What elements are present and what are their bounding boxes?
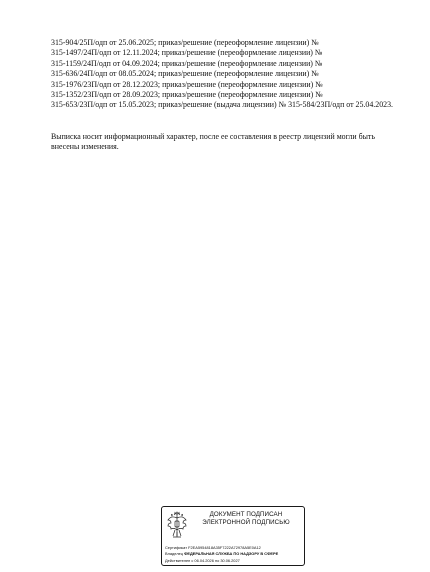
license-record: 315-653/23П/одп от 15.05.2023; приказ/решение (выдача лицензии) № 315-584/23П/одп от 25.04.2023.	[51, 100, 394, 110]
owner-label: Владелец	[165, 551, 183, 557]
license-record: 315-1159/24П/одп от 04.09.2024; приказ/решение (переоформление лицензии) №	[51, 58, 323, 68]
license-record: 315-636/24П/одп от 08.05.2024; приказ/решение (переоформление лицензии) №	[51, 69, 319, 79]
info-notice: Выписка носит информационный характер, после ее составления в реестр лицензий могли быть внесены изменения.	[51, 132, 375, 152]
license-record: 315-904/25П/одп от 25.06.2025; приказ/решение (переоформление лицензии) №	[51, 38, 319, 47]
signature-title	[190, 511, 302, 526]
certificate-label: Сертификат	[165, 545, 188, 550]
certificate-value: F2EA5954818A35F7222A72978A5E0A12	[188, 545, 261, 550]
validity-value: с 06.04.2026 по 30.06.2027	[191, 557, 240, 563]
signature-title-line: ЭЛЕКТРОННОЙ ПОДПИСЬЮ	[202, 518, 290, 526]
russian-emblem-icon	[165, 510, 189, 540]
license-record: 315-1497/24П/одп от 12.11.2024; приказ/решение (переоформление лицензии) №	[51, 48, 323, 58]
signature-title-line: ДОКУМЕНТ ПОДПИСАН	[209, 511, 283, 518]
signature-details	[165, 545, 305, 564]
license-records	[51, 38, 396, 111]
license-record: 315-1976/23П/одп от 28.12.2023; приказ/решение (переоформление лицензии) №	[51, 79, 323, 89]
validity-label: Действителен	[165, 557, 191, 563]
owner-value: ФЕДЕРАЛЬНАЯ СЛУЖБА ПО НАДЗОРУ В СФЕРЕ	[184, 551, 279, 557]
license-record: 315-1352/23П/одп от 28.09.2023; приказ/решение (переоформление лицензии) №	[51, 90, 323, 100]
validity-row	[165, 558, 305, 564]
electronic-signature-stamp	[161, 506, 305, 566]
